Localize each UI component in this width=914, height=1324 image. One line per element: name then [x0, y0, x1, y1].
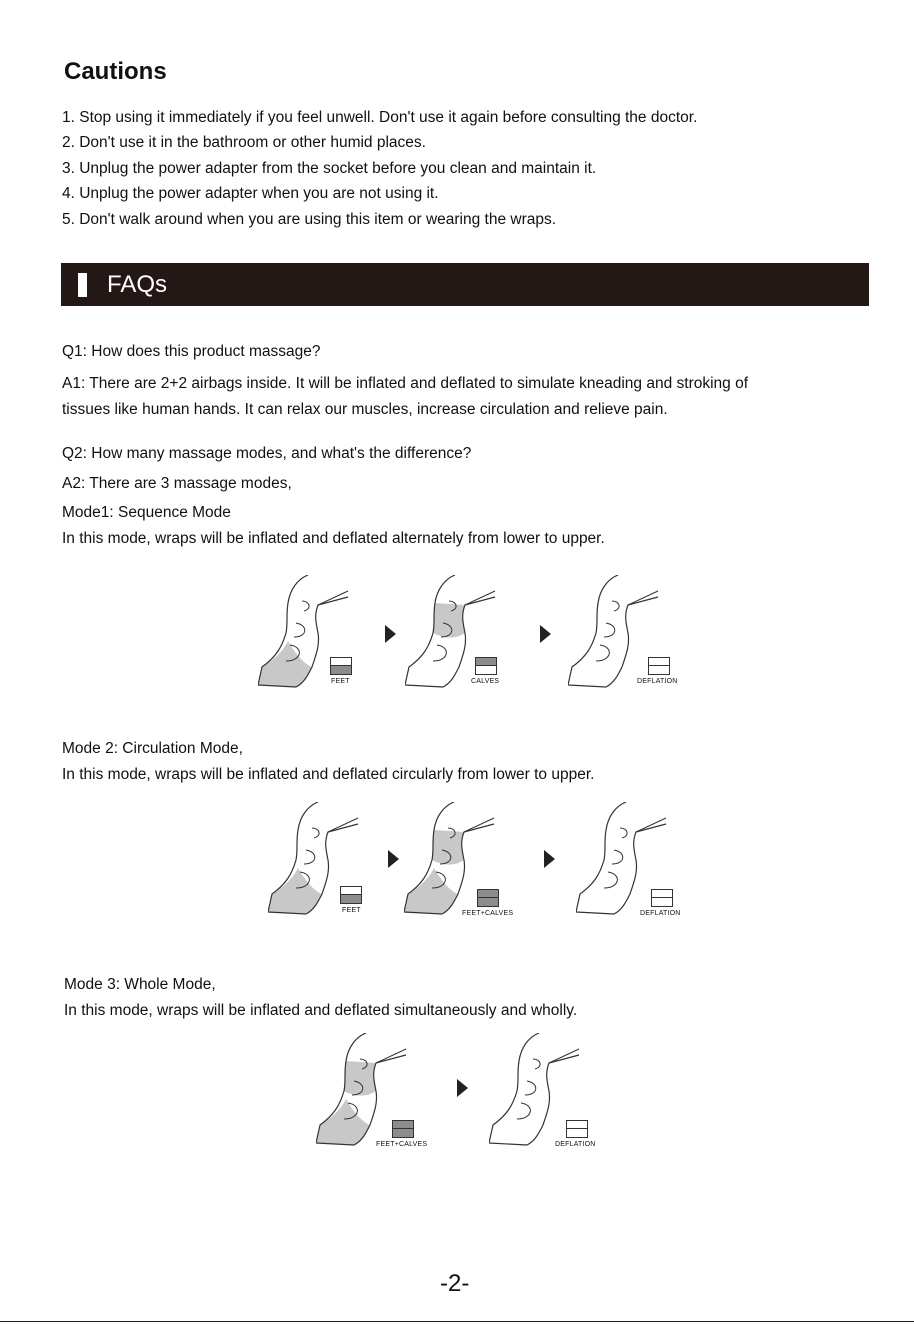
mode1-title: Mode1: Sequence Mode — [62, 504, 231, 521]
mode2-desc: In this mode, wraps will be inflated and deflated circularly from lower to upper. — [62, 766, 595, 783]
caution-item-1: 1. Stop using it immediately if you feel unwell. Don't use it again before consulting the doctor. — [62, 109, 698, 126]
page-number: -2- — [440, 1270, 470, 1297]
banner-marker — [78, 273, 87, 297]
legend-deflation-icon — [566, 1120, 588, 1138]
mode1-caption-2: CALVES — [471, 678, 500, 685]
arrow-icon — [457, 1079, 468, 1097]
legend-feet-calves-icon — [477, 889, 499, 907]
faqs-heading: FAQs — [107, 271, 168, 298]
faq-a1-line2: tissues like human hands. It can relax our muscles, increase circulation and relieve pain. — [62, 401, 668, 418]
legend-feet-icon — [330, 657, 352, 675]
caution-item-5: 5. Don't walk around when you are using this item or wearing the wraps. — [62, 211, 557, 228]
mode1-desc: In this mode, wraps will be inflated and deflated alternately from lower to upper. — [62, 530, 605, 547]
arrow-icon — [385, 625, 396, 643]
faq-a2: A2: There are 3 massage modes, — [62, 475, 292, 492]
legend-feet-calves-icon — [392, 1120, 414, 1138]
faq-q1: Q1: How does this product massage? — [62, 343, 321, 360]
faq-a1-line1: A1: There are 2+2 airbags inside. It will be inflated and deflated to simulate kneading and stroking of — [62, 375, 749, 392]
cautions-heading: Cautions — [64, 58, 167, 85]
legend-calves-icon — [475, 657, 497, 675]
caution-item-2: 2. Don't use it in the bathroom or other humid places. — [62, 134, 426, 151]
legend-deflation-icon — [651, 889, 673, 907]
legend-feet-icon — [340, 886, 362, 904]
mode2-caption-3: DEFLATION — [640, 910, 681, 917]
mode3-caption-2: DEFLATION — [555, 1141, 596, 1148]
mode2-title: Mode 2: Circulation Mode, — [62, 740, 243, 757]
mode1-caption-3: DEFLATION — [637, 678, 678, 685]
caution-item-4: 4. Unplug the power adapter when you are not using it. — [62, 185, 439, 202]
mode1-caption-1: FEET — [331, 678, 350, 685]
mode3-title: Mode 3: Whole Mode, — [64, 976, 216, 993]
arrow-icon — [544, 850, 555, 868]
arrow-icon — [540, 625, 551, 643]
faq-q2: Q2: How many massage modes, and what's the difference? — [62, 445, 472, 462]
mode3-caption-1: FEET+CALVES — [376, 1141, 428, 1148]
caution-item-3: 3. Unplug the power adapter from the socket before you clean and maintain it. — [62, 160, 597, 177]
legend-deflation-icon — [648, 657, 670, 675]
arrow-icon — [388, 850, 399, 868]
mode3-desc: In this mode, wraps will be inflated and deflated simultaneously and wholly. — [64, 1002, 578, 1019]
mode2-caption-1: FEET — [342, 907, 361, 914]
footer-rule — [0, 1321, 914, 1322]
faqs-banner — [61, 263, 869, 306]
mode2-caption-2: FEET+CALVES — [462, 910, 514, 917]
